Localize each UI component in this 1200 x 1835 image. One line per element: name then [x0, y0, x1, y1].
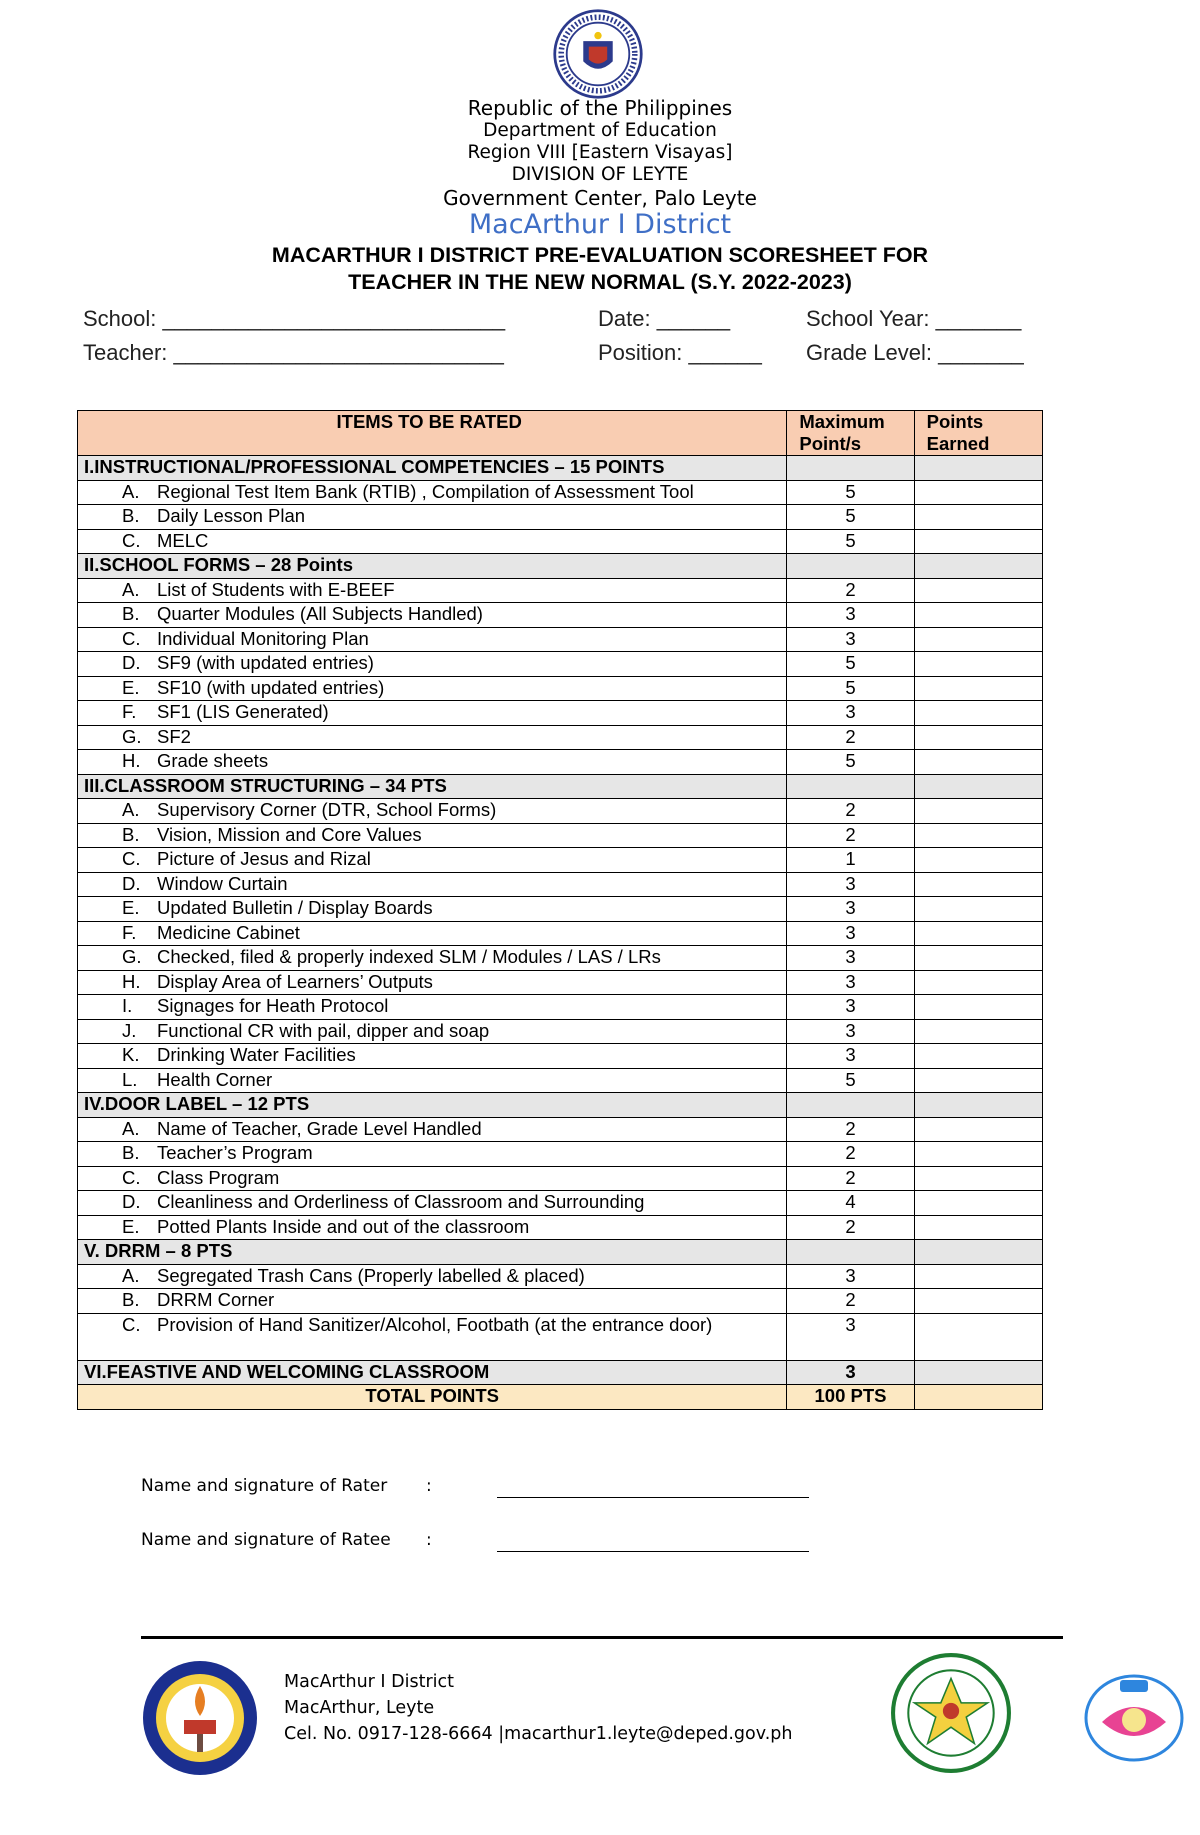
- table-row: [78, 799, 1043, 824]
- max-points-cell: 3: [787, 995, 914, 1020]
- item-letter: B.: [122, 603, 140, 624]
- item-label: [78, 1019, 787, 1044]
- points-earned-cell[interactable]: [914, 480, 1042, 505]
- item-label: [78, 848, 787, 873]
- table-row: [78, 1166, 1043, 1191]
- item-text: SF2: [157, 725, 191, 747]
- points-earned-cell[interactable]: [914, 799, 1042, 824]
- item-text: Medicine Cabinet: [157, 921, 300, 943]
- points-earned-cell[interactable]: [914, 823, 1042, 848]
- table-row: [78, 1289, 1043, 1314]
- total-earned-cell[interactable]: [914, 1385, 1042, 1410]
- points-earned-cell[interactable]: [914, 1264, 1042, 1289]
- item-label: [78, 823, 787, 848]
- section-label: III.CLASSROOM STRUCTURING – 34 PTS: [78, 774, 787, 799]
- luna-logo: [1082, 1670, 1186, 1766]
- max-points-cell: 2: [787, 1289, 914, 1314]
- table-row: [78, 652, 1043, 677]
- table-row: [78, 848, 1043, 873]
- max-points-cell: 3: [787, 1313, 914, 1360]
- max-points-cell: 3: [787, 627, 914, 652]
- item-label: [78, 1191, 787, 1216]
- page-title-line-2: TEACHER IN THE NEW NORMAL (S.Y. 2022-2023): [348, 270, 852, 294]
- footer-divider: [141, 1636, 1063, 1639]
- item-letter: H.: [122, 970, 141, 992]
- item-label: [78, 627, 787, 652]
- max-points-cell: 5: [787, 529, 914, 554]
- item-label: [78, 921, 787, 946]
- table-row: [78, 995, 1043, 1020]
- footer-contact: Cel. No. 0917-128-6664 |macarthur1.leyte@deped.gov.ph: [284, 1724, 793, 1744]
- item-letter: E.: [122, 1215, 140, 1237]
- item-text: Individual Monitoring Plan: [157, 627, 369, 649]
- item-text: Segregated Trash Cans (Properly labelled & placed): [157, 1264, 585, 1286]
- item-text: Health Corner: [157, 1068, 273, 1090]
- item-label: [78, 701, 787, 726]
- section-label: I.INSTRUCTIONAL/PROFESSIONAL COMPETENCIES – 15 POINTS: [78, 456, 787, 481]
- points-earned-cell[interactable]: [914, 1068, 1042, 1093]
- max-points-cell: 2: [787, 578, 914, 603]
- item-text: Drinking Water Facilities: [157, 1044, 356, 1065]
- region-line: Region VIII [Eastern Visayas]: [467, 142, 733, 163]
- table-row: [78, 1191, 1043, 1216]
- max-points-cell: 5: [787, 1068, 914, 1093]
- max-points-cell: 4: [787, 1191, 914, 1216]
- item-letter: C.: [122, 627, 141, 649]
- table-row: [78, 1019, 1043, 1044]
- ratee-signature-label: Name and signature of Ratee: [141, 1530, 391, 1550]
- section-row: [78, 774, 1043, 799]
- item-text: Functional CR with pail, dipper and soap: [157, 1019, 490, 1041]
- item-text: Teacher’s Program: [157, 1142, 313, 1163]
- points-earned-cell[interactable]: [914, 995, 1042, 1020]
- points-earned-cell[interactable]: [914, 1240, 1042, 1265]
- table-row: [78, 897, 1043, 922]
- item-letter: I.: [122, 995, 133, 1016]
- points-earned-cell[interactable]: [914, 1289, 1042, 1314]
- item-letter: A.: [122, 1117, 140, 1139]
- table-row: [78, 578, 1043, 603]
- points-earned-cell[interactable]: [914, 505, 1042, 530]
- item-text: Name of Teacher, Grade Level Handled: [157, 1117, 482, 1139]
- item-letter: D.: [122, 872, 141, 894]
- rater-colon: :: [426, 1476, 432, 1496]
- item-label: [78, 578, 787, 603]
- table-row: [78, 970, 1043, 995]
- points-earned-cell[interactable]: [914, 1360, 1042, 1385]
- item-label: [78, 529, 787, 554]
- section-label: VI.FEASTIVE AND WELCOMING CLASSROOM: [78, 1360, 787, 1385]
- max-points-cell: 2: [787, 1166, 914, 1191]
- max-points-cell: 3: [787, 1019, 914, 1044]
- section-label: V. DRRM – 8 PTS: [78, 1240, 787, 1265]
- ratee-signature-line[interactable]: [497, 1551, 809, 1552]
- item-label: [78, 1289, 787, 1314]
- total-row: [78, 1385, 1043, 1410]
- table-row: [78, 505, 1043, 530]
- item-label: [78, 1313, 787, 1360]
- item-letter: K.: [122, 1044, 140, 1065]
- item-text: SF1 (LIS Generated): [157, 701, 329, 722]
- points-earned-column-header: Points Earned: [914, 411, 1042, 456]
- max-points-cell: 2: [787, 725, 914, 750]
- max-points-cell: 3: [787, 1044, 914, 1069]
- points-earned-cell[interactable]: [914, 750, 1042, 775]
- max-points-cell: 3: [787, 921, 914, 946]
- table-row: [78, 701, 1043, 726]
- item-label: [78, 1215, 787, 1240]
- item-label: [78, 603, 787, 628]
- section-row: [78, 554, 1043, 579]
- scoresheet-table: [77, 410, 1043, 1410]
- district-heading: MacArthur I District: [468, 209, 732, 240]
- footer-district: MacArthur I District: [284, 1672, 454, 1692]
- item-letter: C.: [122, 1166, 141, 1188]
- points-earned-cell[interactable]: [914, 872, 1042, 897]
- table-row: [78, 921, 1043, 946]
- item-text: Supervisory Corner (DTR, School Forms): [157, 799, 497, 820]
- country-line: Republic of the Philippines: [467, 96, 733, 120]
- max-points-cell: 5: [787, 652, 914, 677]
- points-earned-cell[interactable]: [914, 725, 1042, 750]
- table-row: [78, 750, 1043, 775]
- table-row: [78, 603, 1043, 628]
- table-row: [78, 1215, 1043, 1240]
- max-points-column-header: Maximum Point/s: [787, 411, 914, 456]
- items-column-header: ITEMS TO BE RATED: [78, 411, 787, 456]
- item-text: Updated Bulletin / Display Boards: [157, 897, 433, 918]
- item-letter: G.: [122, 946, 142, 967]
- item-text: Regional Test Item Bank (RTIB) , Compilation of Assessment Tool: [157, 480, 694, 502]
- item-letter: B.: [122, 505, 140, 526]
- max-points-cell: [787, 1240, 914, 1265]
- points-earned-cell[interactable]: [914, 1117, 1042, 1142]
- max-points-cell: [787, 1093, 914, 1118]
- max-points-cell: 3: [787, 970, 914, 995]
- item-label: [78, 505, 787, 530]
- item-letter: B.: [122, 1289, 140, 1310]
- item-letter: L.: [122, 1068, 138, 1090]
- footer-location: MacArthur, Leyte: [284, 1698, 435, 1718]
- item-label: [78, 652, 787, 677]
- points-earned-cell[interactable]: [914, 554, 1042, 579]
- macarthur-district-logo: [140, 1658, 260, 1778]
- item-label: [78, 1117, 787, 1142]
- points-earned-cell[interactable]: [914, 1215, 1042, 1240]
- page-title-line-1: MACARTHUR I DISTRICT PRE-EVALUATION SCORESHEET FOR: [271, 243, 929, 267]
- max-points-cell: 5: [787, 480, 914, 505]
- item-label: [78, 872, 787, 897]
- address-line: Government Center, Palo Leyte: [443, 186, 757, 210]
- max-points-cell: 5: [787, 676, 914, 701]
- points-earned-cell[interactable]: [914, 701, 1042, 726]
- item-letter: B.: [122, 823, 140, 845]
- item-letter: G.: [122, 725, 142, 747]
- item-text: Provision of Hand Sanitizer/Alcohol, Footbath (at the entrance door): [157, 1313, 713, 1335]
- item-label: [78, 1166, 787, 1191]
- item-text: DRRM Corner: [157, 1289, 275, 1310]
- max-points-cell: 2: [787, 1215, 914, 1240]
- points-earned-cell[interactable]: [914, 921, 1042, 946]
- item-letter: C.: [122, 529, 141, 551]
- table-row: [78, 480, 1043, 505]
- item-label: [78, 970, 787, 995]
- max-points-cell: 2: [787, 799, 914, 824]
- item-text: Picture of Jesus and Rizal: [157, 848, 371, 869]
- points-earned-cell[interactable]: [914, 529, 1042, 554]
- item-letter: C.: [122, 1313, 141, 1335]
- max-points-cell: 3: [787, 872, 914, 897]
- table-row: [78, 1068, 1043, 1093]
- item-letter: D.: [122, 1191, 141, 1212]
- table-row: [78, 946, 1043, 971]
- item-label: [78, 897, 787, 922]
- item-text: Potted Plants Inside and out of the classroom: [157, 1215, 530, 1237]
- table-row: [78, 1117, 1043, 1142]
- table-row: [78, 823, 1043, 848]
- section-label: II.SCHOOL FORMS – 28 Points: [78, 554, 787, 579]
- section-row: [78, 1360, 1043, 1385]
- max-points-cell: 3: [787, 1264, 914, 1289]
- table-row: [78, 725, 1043, 750]
- max-points-cell: [787, 456, 914, 481]
- item-text: List of Students with E-BEEF: [157, 578, 395, 600]
- max-points-cell: [787, 774, 914, 799]
- item-letter: F.: [122, 701, 137, 722]
- points-earned-cell[interactable]: [914, 1019, 1042, 1044]
- points-earned-cell[interactable]: [914, 1044, 1042, 1069]
- item-letter: H.: [122, 750, 141, 771]
- max-points-cell: 2: [787, 1142, 914, 1167]
- points-earned-cell[interactable]: [914, 1313, 1042, 1360]
- item-text: Display Area of Learners’ Outputs: [157, 970, 433, 992]
- item-text: Quarter Modules (All Subjects Handled): [157, 603, 483, 624]
- table-row: [78, 1044, 1043, 1069]
- max-points-cell: 3: [787, 701, 914, 726]
- points-earned-cell[interactable]: [914, 652, 1042, 677]
- total-label: TOTAL POINTS: [78, 1385, 787, 1410]
- teacher-field[interactable]: Teacher: ___________________________: [83, 340, 504, 365]
- max-points-cell: 3: [787, 1360, 914, 1385]
- deped-seal-logo: [552, 8, 644, 100]
- max-points-cell: 2: [787, 823, 914, 848]
- item-letter: B.: [122, 1142, 140, 1163]
- table-row: [78, 529, 1043, 554]
- max-points-cell: 5: [787, 750, 914, 775]
- item-text: Grade sheets: [157, 750, 269, 771]
- schools-division-of-leyte-logo: [890, 1652, 1012, 1774]
- item-letter: A.: [122, 799, 140, 820]
- table-row: [78, 627, 1043, 652]
- points-earned-cell[interactable]: [914, 970, 1042, 995]
- item-label: [78, 1068, 787, 1093]
- school-year-field[interactable]: School Year: _______: [806, 306, 1022, 331]
- item-label: [78, 1264, 787, 1289]
- item-label: [78, 676, 787, 701]
- item-text: Vision, Mission and Core Values: [157, 823, 422, 845]
- section-row: [78, 1240, 1043, 1265]
- grade-level-field[interactable]: Grade Level: _______: [806, 340, 1024, 365]
- item-text: Checked, filed & properly indexed SLM / Modules / LAS / LRs: [157, 946, 661, 967]
- school-field[interactable]: School: ____________________________: [83, 306, 506, 331]
- item-letter: A.: [122, 1264, 140, 1286]
- section-label: IV.DOOR LABEL – 12 PTS: [78, 1093, 787, 1118]
- item-letter: C.: [122, 848, 141, 869]
- department-line: Department of Education: [483, 120, 717, 141]
- item-label: [78, 1142, 787, 1167]
- max-points-cell: 5: [787, 505, 914, 530]
- rater-signature-line[interactable]: [497, 1497, 809, 1498]
- points-earned-cell[interactable]: [914, 1191, 1042, 1216]
- date-field[interactable]: Date: ______: [598, 306, 731, 331]
- position-field[interactable]: Position: ______: [598, 340, 762, 365]
- points-earned-cell[interactable]: [914, 1166, 1042, 1191]
- item-label: [78, 1044, 787, 1069]
- table-row: [78, 872, 1043, 897]
- total-value: 100 PTS: [787, 1385, 914, 1410]
- item-letter: A.: [122, 578, 140, 600]
- section-row: [78, 1093, 1043, 1118]
- item-text: Window Curtain: [157, 872, 288, 894]
- table-row: [78, 1313, 1043, 1360]
- item-text: Daily Lesson Plan: [157, 505, 306, 526]
- max-points-cell: 1: [787, 848, 914, 873]
- item-letter: J.: [122, 1019, 137, 1041]
- item-text: Class Program: [157, 1166, 280, 1188]
- item-label: [78, 725, 787, 750]
- item-text: SF10 (with updated entries): [157, 676, 385, 698]
- points-earned-cell[interactable]: [914, 848, 1042, 873]
- division-line: DIVISION OF LEYTE: [511, 164, 689, 185]
- max-points-cell: 3: [787, 897, 914, 922]
- item-text: Cleanliness and Orderliness of Classroom and Surrounding: [157, 1191, 645, 1212]
- rater-signature-label: Name and signature of Rater: [141, 1476, 388, 1496]
- item-letter: E.: [122, 897, 140, 918]
- max-points-cell: [787, 554, 914, 579]
- ratee-colon: :: [426, 1530, 432, 1550]
- points-earned-cell[interactable]: [914, 774, 1042, 799]
- points-earned-cell[interactable]: [914, 578, 1042, 603]
- item-text: SF9 (with updated entries): [157, 652, 374, 673]
- points-earned-cell[interactable]: [914, 1093, 1042, 1118]
- points-earned-cell[interactable]: [914, 897, 1042, 922]
- points-earned-cell[interactable]: [914, 1142, 1042, 1167]
- item-label: [78, 946, 787, 971]
- points-earned-cell[interactable]: [914, 676, 1042, 701]
- table-row: [78, 1264, 1043, 1289]
- item-letter: D.: [122, 652, 141, 673]
- item-label: [78, 750, 787, 775]
- item-label: [78, 995, 787, 1020]
- item-letter: F.: [122, 921, 137, 943]
- points-earned-cell[interactable]: [914, 456, 1042, 481]
- item-text: Signages for Heath Protocol: [157, 995, 389, 1016]
- max-points-cell: 3: [787, 946, 914, 971]
- points-earned-cell[interactable]: [914, 627, 1042, 652]
- item-label: [78, 480, 787, 505]
- item-label: [78, 799, 787, 824]
- table-row: [78, 676, 1043, 701]
- max-points-cell: 3: [787, 603, 914, 628]
- points-earned-cell[interactable]: [914, 946, 1042, 971]
- item-letter: E.: [122, 676, 140, 698]
- item-letter: A.: [122, 480, 140, 502]
- section-row: [78, 456, 1043, 481]
- item-text: MELC: [157, 529, 209, 551]
- table-header-row: [78, 411, 1043, 456]
- table-row: [78, 1142, 1043, 1167]
- max-points-cell: 2: [787, 1117, 914, 1142]
- points-earned-cell[interactable]: [914, 603, 1042, 628]
